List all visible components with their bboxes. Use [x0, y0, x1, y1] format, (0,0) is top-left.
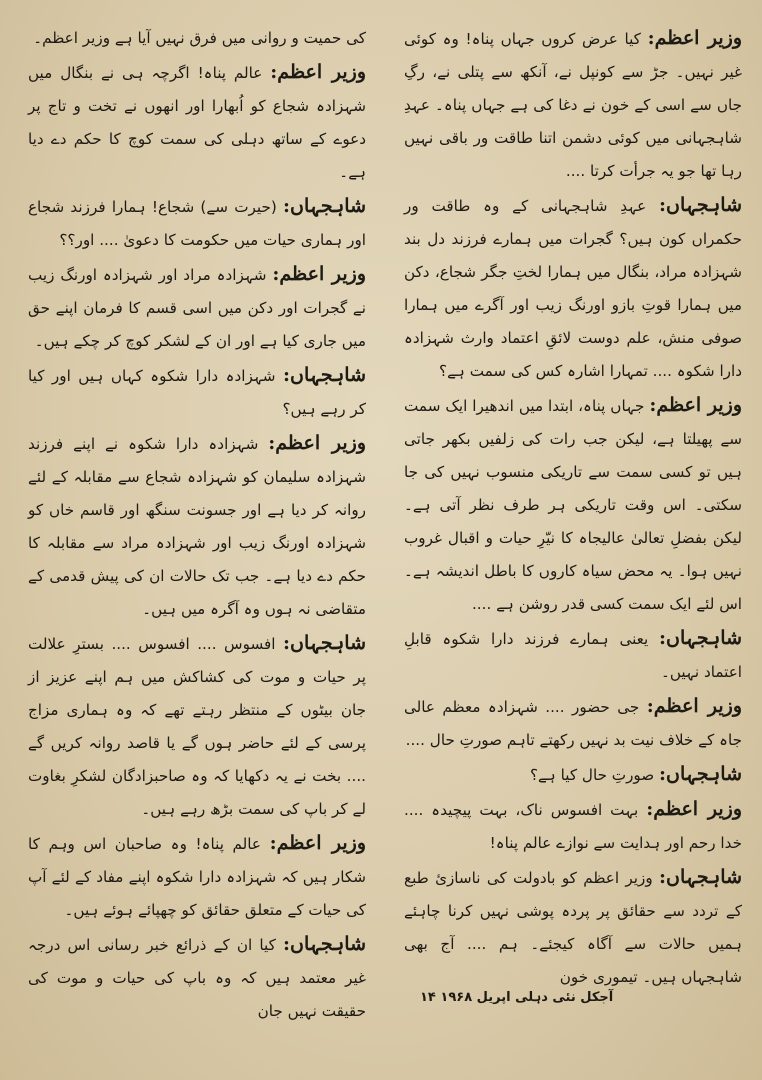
speaker-name: وزیر اعظم: [647, 27, 742, 49]
speaker-name: وزیر اعظم: [269, 832, 366, 854]
dialogue-text: کی حمیت و روانی میں فرق نہیں آیا ہے وزیر اعظم۔ [33, 29, 366, 47]
dialogue-paragraph [28, 627, 366, 826]
speaker-name: شاہجہاں: [659, 627, 742, 649]
dialogue-text: عالم پناہ! وہ صاحبان اس وہم کا شکار ہیں کہ شہزادہ دارا شکوہ اپنے مفاد کے لئے آپ کی حیات کے متعلق حقائق کو چھپائے ہوئے ہیں۔ [28, 835, 366, 919]
dialogue-text: صورتِ حال کیا ہے؟ [529, 766, 655, 784]
dialogue-paragraph [404, 690, 742, 757]
speaker-name: شاہجہاں: [283, 632, 366, 654]
dialogue-paragraph [28, 359, 366, 426]
speaker-name: وزیر اعظم: [270, 61, 366, 83]
speaker-name: شاہجہاں: [659, 866, 743, 888]
dialogue-paragraph [404, 758, 742, 792]
left-column [28, 22, 366, 1029]
dialogue-paragraph [28, 827, 366, 927]
speaker-name: وزیر اعظم: [646, 798, 742, 820]
dialogue-text: کیا عرض کروں جہاں پناہ! وہ کوئی غیر نہیں۔ جڑ سے کونپل نے، آنکھ سے پتلی نے، رگِ جاں سے اسی کے خون نے دغا کی ہے جہاں پناہ۔ عہدِ شاہجہانی میں کوئی دشمن اتنا طاقت ور باقی نہیں رہا تھا جو یہ جرأت کرتا .... [404, 30, 742, 180]
dialogue-text: جی حضور .... شہزادہ معظم عالی جاہ کے خلاف نیت بد نہیں رکھتے تاہم صورتِ حال .... [404, 698, 742, 749]
dialogue-text: شہزادہ مراد اور شہزادہ اورنگ زیب نے گجرات اور دکن میں اسی قسم کا فرمان اپنے حق میں جاری کیا ہے اور ان کے لشکر کوچ کر چکے ہیں۔ [28, 266, 366, 350]
dialogue-paragraph [28, 427, 366, 626]
dialogue-text: جہاں پناہ، ابتدا میں اندھیرا ایک سمت سے پھیلتا ہے، لیکن جب رات کی زلفیں بکھر جاتی ہیں تو کسی سمت سے تاریکی منسوب نہیں کی جا سکتی۔ اس وقت تاریکی ہر طرف نظر آتی ہے۔ لیکن بفضلِ تعالیٰ عالیجاہ کا نیّرِ حیات و اقبال غروب نہیں ہوا۔ یہ محض سیاہ کاروں کا باطل اندیشہ ہے۔ اس لئے ایک سمت کسی قدر روشن ہے .... [404, 397, 742, 613]
speaker-name: وزیر اعظم: [646, 695, 742, 717]
dialogue-paragraph [404, 189, 742, 388]
dialogue-paragraph [28, 190, 366, 257]
dialogue-text: شہزادہ دارا شکوہ نے اپنے فرزند شہزادہ سلیمان کو شہزادہ شجاع سے مقابلہ کے لئے روانہ کر دیا ہے اور جسونت سنگھ اور قاسم خاں کو شہزادہ اورنگ زیب اور شہزادہ مراد سے مقابلہ کا حکم دے دیا ہے۔ جب تک حالات ان کی پیش قدمی کے متقاضی نہ ہوں وہ آگرہ میں ہیں۔ [28, 435, 366, 618]
dialogue-text: بہت افسوس ناک، بہت پیچیدہ .... خدا رحم اور ہدایت سے نوازے عالم پناہ! [404, 801, 742, 852]
dialogue-text: یعنی ہمارے فرزند دارا شکوہ قابلِ اعتماد نہیں۔ [404, 630, 742, 681]
speaker-name: وزیر اعظم: [268, 432, 366, 454]
dialogue-paragraph [404, 22, 742, 188]
dialogue-text: (حیرت سے) شجاع! ہمارا فرزند شجاع اور ہماری حیات میں حکومت کا دعویٰ .... اور؟؟ [28, 198, 366, 249]
dialogue-text: افسوس .... افسوس .... بسترِ علالت پر حیات و موت کی کشاکش میں ہم اپنے عزیز از جان بیٹوں کے منتظر رہتے تھے کہ وہ ہماری مزاج پرسی کے لئے حاضر ہوں گے یا قاصد روانہ کریں گے .... بخت نے یہ دکھایا کہ وہ صاحبزادگان لشکرِ بغاوت لے کر باپ کی سمت بڑھ رہے ہیں۔ [28, 635, 366, 818]
dialogue-paragraph [28, 928, 366, 1028]
dialogue-paragraph [404, 793, 742, 860]
speaker-name: وزیر اعظم: [649, 394, 742, 416]
dialogue-text: کیا ان کے ذرائع خبر رسانی اس درجہ غیر معتمد ہیں کہ وہ باپ کی حیات و موت کی حقیقت نہیں جان [28, 936, 366, 1020]
dialogue-text: وزیر اعظم کو بادولت کی ناسازیٔ طبع کے تردد سے حقائق پر پردہ پوشی نہیں کرنا چاہئے ہمیں حالات سے آگاہ کیجئے۔ ہم .... آج بھی شاہجہاں ہیں۔ تیموری خون [404, 869, 742, 986]
speaker-name: شاہجہاں: [283, 933, 366, 955]
speaker-name: شاہجہاں: [283, 364, 367, 386]
dialogue-paragraph [28, 56, 366, 189]
right-column [404, 22, 742, 995]
dialogue-text: شہزادہ دارا شکوہ کہاں ہیں اور کیا کر رہے ہیں؟ [28, 367, 366, 418]
dialogue-paragraph [28, 258, 366, 358]
dialogue-text: عہدِ شاہجہانی کے وہ طاقت ور حکمراں کون ہیں؟ گجرات میں ہمارے فرزند دل بند شہزادہ مراد، بنگال میں ہمارا لختِ جگر شجاع، دکن میں ہمارا قوتِ بازو اورنگ زیب اور آگرے میں ہمارا صوفی منش، علم دوست لائقِ اعتماد وارث شہزادہ دارا شکوہ .... تمہارا اشارہ کس کی سمت ہے؟ [404, 197, 742, 380]
speaker-name: شاہجہاں: [283, 195, 366, 217]
dialogue-paragraph [404, 861, 742, 994]
speaker-name: وزیر اعظم: [272, 263, 366, 285]
dialogue-text: عالم پناہ! اگرچہ ہی نے بنگال میں شہزادہ شجاع کو اُبھارا اور انھوں نے تخت و تاج پر دعوے کے ساتھ دہلی کی سمت کوچ کا حکم دے دیا ہے۔ [28, 64, 366, 181]
page-footer: آجکل نئی دہلی اپریل ۱۹۶۸ ۱۴ [420, 990, 614, 1005]
dialogue-paragraph [404, 389, 742, 621]
dialogue-paragraph [28, 22, 366, 55]
dialogue-paragraph [404, 622, 742, 689]
speaker-name: شاہجہاں: [659, 763, 742, 785]
speaker-name: شاہجہاں: [659, 194, 742, 216]
